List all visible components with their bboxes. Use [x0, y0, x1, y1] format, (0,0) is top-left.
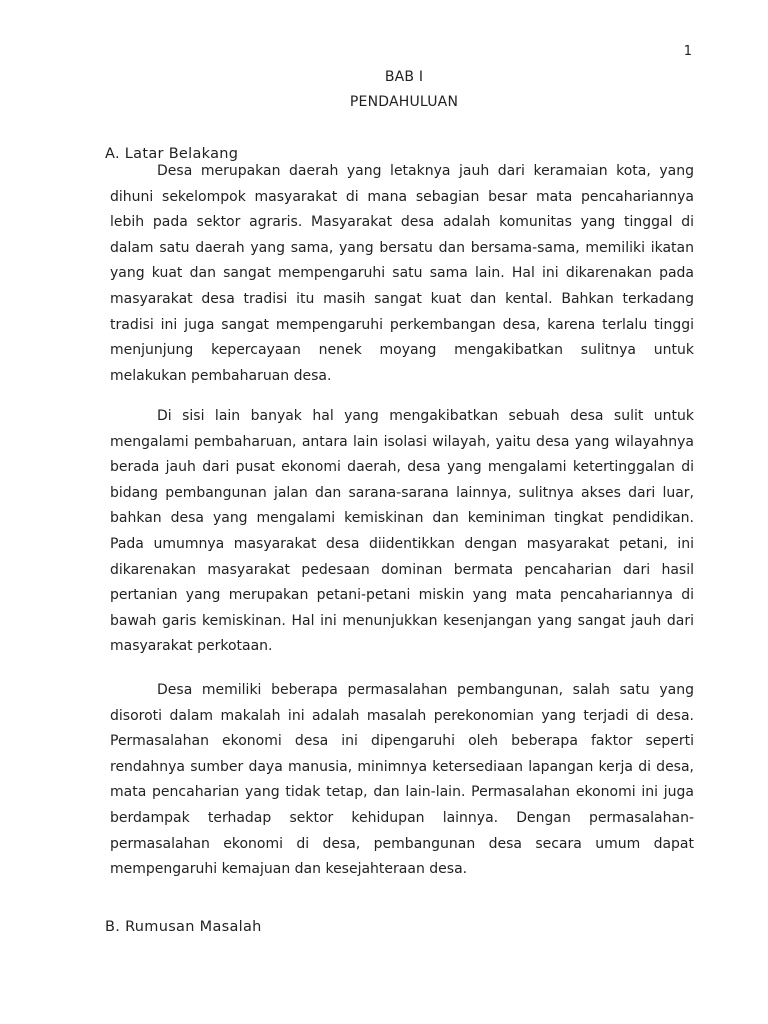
- chapter-title: PENDAHULUAN: [349, 94, 459, 110]
- paragraph-1: Desa merupakan daerah yang letaknya jauh dari keramaian kota, yang dihuni sekelompok masyarakat di mana sebagian besar mata pencahariannya lebih pada sektor agraris. Masyarakat desa adalah komunitas yang tinggal di dalam satu daerah yang sama, yang bersatu dan bersama-sama, memiliki ikatan yang kuat dan sangat mempengaruhi satu sama lain. Hal ini dikarenakan pada masyarakat desa tradisi itu masih sangat kuat dan kental. Bahkan terkadang tradisi ini juga sangat mempengaruhi perkembangan desa, karena terlalu tinggi menjunjung kepercayaan nenek moyang mengakibatkan sulitnya untuk melakukan pembaharuan desa.: [110, 163, 694, 384]
- paragraph-1-block: [110, 159, 694, 389]
- paragraph-3: Desa memiliki beberapa permasalahan pembangunan, salah satu yang disoroti dalam makalah ini adalah masalah perekonomian yang terjadi di desa. Permasalahan ekonomi desa ini dipengaruhi oleh beberapa faktor seperti rendahnya sumber daya manusia, minimnya ketersediaan lapangan kerja di desa, mata pencaharian yang tidak tetap, dan lain-lain. Permasalahan ekonomi ini juga berdampak terhadap sektor kehidupan lainnya. Dengan permasalahan-permasalahan ekonomi di desa, pembangunan desa secara umum dapat mempengaruhi kemajuan dan kesejahteraan desa.: [110, 682, 694, 878]
- section-heading-latar-belakang: A. Latar Belakang: [105, 146, 239, 162]
- chapter-number: BAB I: [384, 69, 424, 85]
- section-heading-rumusan-masalah: B. Rumusan Masalah: [105, 919, 262, 935]
- paragraph-3-block: [110, 678, 694, 883]
- paragraph-2: Di sisi lain banyak hal yang mengakibatkan sebuah desa sulit untuk mengalami pembaharuan, antara lain isolasi wilayah, yaitu desa yang wilayahnya berada jauh dari pusat ekonomi daerah, desa yang mengalami ketertinggalan di bidang pembangunan jalan dan sarana-sarana lainnya, sulitnya akses dari luar, bahkan desa yang mengalami kemiskinan dan keminiman tingkat pendidikan. Pada umumnya masyarakat desa diidentikkan dengan masyarakat petani, ini dikarenakan masyarakat pedesaan dominan bermata pencaharian dari hasil pertanian yang merupakan petani-petani miskin yang mata pencahariannya di bawah garis kemiskinan. Hal ini menunjukkan kesenjangan yang sangat jauh dari masyarakat perkotaan.: [110, 408, 694, 655]
- paragraph-2-block: [110, 404, 694, 660]
- page-number: 1: [683, 44, 692, 59]
